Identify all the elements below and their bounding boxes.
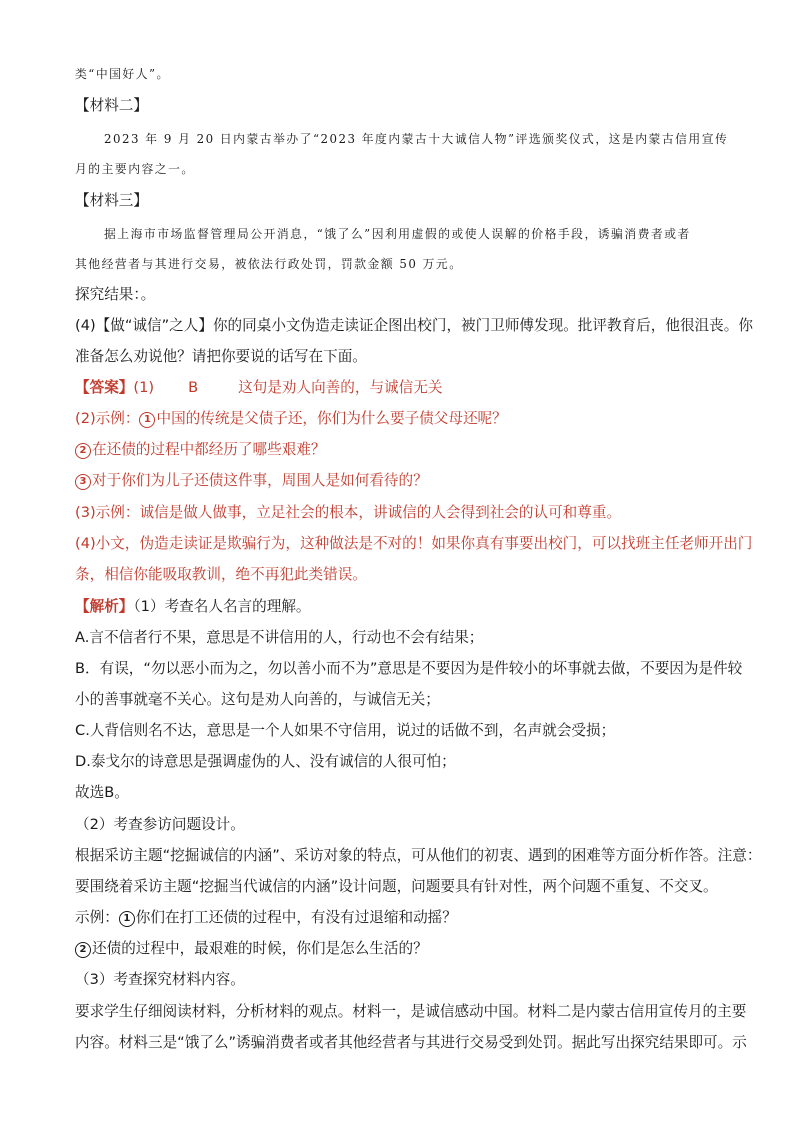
analysis-option-a: A.言不信者行不果，意思是不讲信用的人，行动也不会有结果；: [75, 629, 484, 646]
analysis-1-title: （1）考查名人名言的理解。: [133, 598, 311, 615]
answer-2-prefix: (2)示例：: [75, 410, 140, 427]
material-two-line-1: 2023 年 9 月 20 日内蒙古举办了“2023 年度内蒙古十大诚信人物”评选颁奖仪式，这是内蒙古信用宣传: [104, 132, 729, 146]
circled-number-1-icon: 1: [119, 911, 135, 927]
analysis-option-b-line-2: 小的善事就毫不关心。这句是劝人向善的，与诚信无关；: [75, 691, 440, 708]
example-prefix: 示例：: [75, 909, 119, 926]
circled-number-3-icon: 3: [75, 474, 91, 490]
question-4-line-2: 准备怎么劝说他？请把你要说的话写在下面。: [75, 348, 367, 365]
analysis-2-example-2: [75, 938, 428, 960]
example-question-2: 还债的过程中，最艰难的时候，你们是怎么生活的？: [92, 940, 428, 957]
answer-1-line: [75, 377, 442, 399]
answer-tag: 【答案】: [75, 379, 134, 396]
analysis-2-heading: （2）考查参访问题设计。: [75, 816, 245, 833]
question-4-line-1: (4)【做“诚信”之人】你的同桌小文伪造走读证企图出校门，被门卫师傅发现。批评教育后，他很沮丧。你: [75, 317, 753, 334]
analysis-2-line-2: 要围绕着采访主题“挖掘当代诚信的内涵”设计问题，问题要具有针对性，两个问题不重复、不交叉。: [75, 878, 718, 895]
analysis-1-heading: [75, 596, 311, 618]
material-three-line-1: 据上海市市场监督管理局公开消息，“饿了么”因利用虚假的或使人误解的价格手段，诱骗消费者或者: [104, 227, 691, 241]
material-three-heading: 【材料三】: [75, 192, 148, 209]
analysis-option-c: C.人背信则名不达，意思是一个人如果不守信用，说过的话做不到，名声就会受损；: [75, 722, 616, 739]
analysis-1-conclusion: 故选B。: [75, 784, 129, 801]
answer-2-line-1: [75, 408, 507, 430]
answer-4-line-1: (4)小文，伪造走读证是欺骗行为，这种做法是不对的！如果你真有事要出校门，可以找班主任老师开出门: [75, 535, 753, 552]
analysis-2-example-1: [75, 907, 457, 929]
material-two-heading: 【材料二】: [75, 97, 148, 114]
answer-2-question-1: 中国的传统是父债子还，你们为什么要子债父母还呢？: [156, 410, 507, 427]
analysis-option-d: D.泰戈尔的诗意思是强调虚伪的人、没有诚信的人很可怕；: [75, 753, 456, 770]
material-two-line-2: 月的主要内容之一。: [75, 162, 195, 176]
example-question-1: 你们在打工还债的过程中，有没有过退缩和动摇？: [135, 909, 457, 926]
material-one-tail: 类“中国好人”。: [75, 67, 170, 81]
analysis-3-heading: （3）考查探究材料内容。: [75, 971, 245, 988]
analysis-option-b-line-1: B．有误，“勿以恶小而为之，勿以善小而不为”意思是不要因为是件较小的坏事就去做，不要因为是件较: [75, 660, 743, 677]
answer-2-line-2: [75, 439, 326, 461]
material-three-line-2: 其他经营者与其进行交易，被依法行政处罚，罚款金额 50 万元。: [75, 257, 463, 271]
answer-1-choice: B: [188, 379, 199, 396]
circled-number-2-icon: 2: [75, 443, 91, 459]
analysis-tag: 【解析】: [75, 598, 134, 615]
answer-1-number: (1): [133, 379, 155, 396]
answer-2-line-3: [75, 470, 428, 492]
answer-2-question-3: 对于你们为儿子还债这件事，周围人是如何看待的？: [92, 472, 428, 489]
analysis-2-line-1: 根据采访主题“挖掘诚信的内涵”、采访对象的特点，可从他们的初衷、遇到的困难等方面分析作答。注意：: [75, 847, 762, 864]
answer-3-line: (3)示例：诚信是做人做事，立足社会的根本，讲诚信的人会得到社会的认可和尊重。: [75, 504, 622, 521]
explore-result-label: 探究结果：。: [75, 286, 156, 303]
analysis-3-line-1: 要求学生仔细阅读材料，分析材料的观点。材料一，是诚信感动中国。材料二是内蒙古信用宣传月的主要: [75, 1003, 747, 1020]
answer-1-text: 这句是劝人向善的，与诚信无关: [238, 379, 443, 396]
analysis-3-line-2: 内容。材料三是“饿了么”诱骗消费者或者其他经营者与其进行交易受到处罚。据此写出探究结果即可。示: [75, 1034, 747, 1051]
answer-2-question-2: 在还债的过程中都经历了哪些艰难？: [92, 441, 326, 458]
circled-number-2-icon: 2: [75, 942, 91, 958]
answer-4-line-2: 条，相信你能吸取教训，绝不再犯此类错误。: [75, 566, 367, 583]
circled-number-1-icon: 1: [139, 412, 155, 428]
